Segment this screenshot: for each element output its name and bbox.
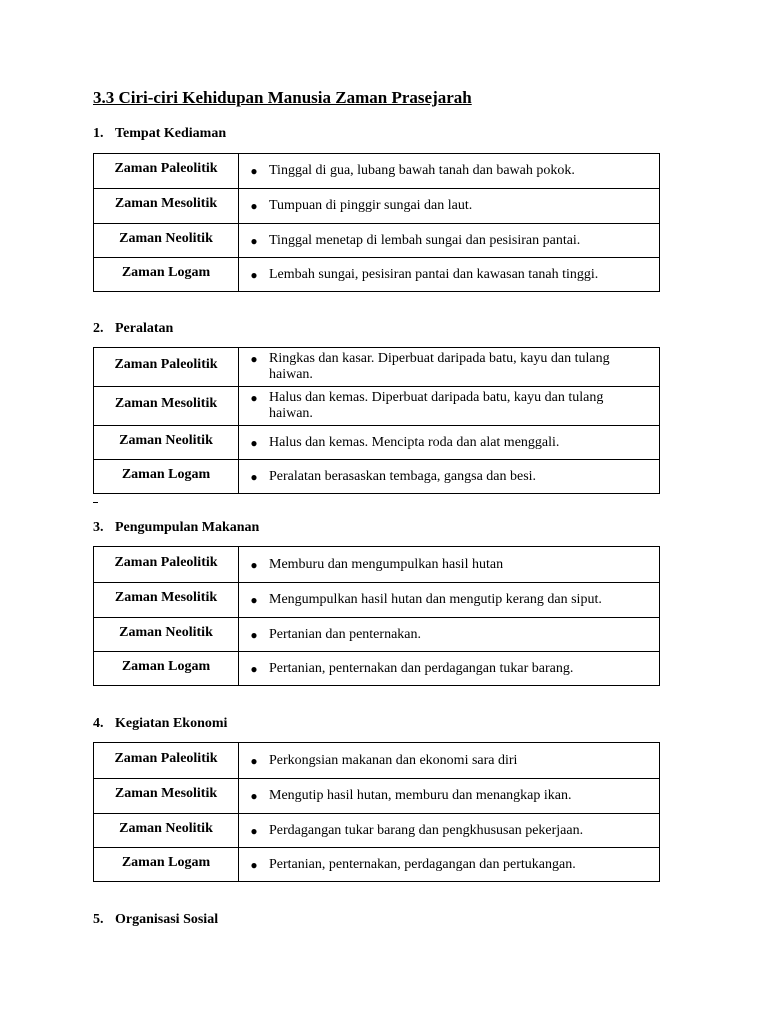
table-row — [94, 652, 660, 686]
description-cell: ● Tumpuan di pinggir sungai dan laut. — [239, 189, 660, 224]
table-tempat-kediaman — [93, 153, 660, 292]
bullet-icon: ● — [250, 199, 258, 213]
bullet-icon: ● — [250, 557, 258, 572]
table-row — [94, 154, 660, 189]
table-row — [94, 224, 660, 258]
description-cell: ● Lembah sungai, pesisiran pantai dan kawasan tanah tinggi. — [239, 258, 660, 292]
bullet-icon: ● — [250, 352, 258, 366]
stray-mark — [93, 502, 98, 503]
bullet-icon: ● — [250, 593, 258, 607]
era-cell: Zaman Paleolitik — [94, 348, 239, 387]
table-pengumpulan-makanan — [93, 546, 660, 686]
era-cell: Zaman Mesolitik — [94, 189, 239, 224]
section-heading-peralatan — [93, 321, 173, 337]
table-row — [94, 743, 660, 779]
description-cell: ● Mengumpulkan hasil hutan dan mengutip kerang dan siput. — [239, 583, 660, 618]
table-row — [94, 258, 660, 292]
table-row — [94, 387, 660, 426]
bullet-icon: ● — [250, 391, 258, 405]
bullet-icon: ● — [250, 661, 258, 676]
section-title: Organisasi Sosial — [115, 912, 219, 927]
description-cell: ● Pertanian, penternakan dan perdagangan tukar barang. — [239, 652, 660, 686]
bullet-icon: ● — [250, 233, 258, 248]
era-cell: Zaman Paleolitik — [94, 743, 239, 779]
section-number: 2. — [93, 321, 104, 336]
section-number: 1. — [93, 126, 104, 141]
description-cell: ● Tinggal menetap di lembah sungai dan pesisiran pantai. — [239, 224, 660, 258]
section-number: 5. — [93, 912, 104, 927]
table-row — [94, 348, 660, 387]
section-heading-organisasi-sosial — [93, 912, 218, 928]
table-row — [94, 848, 660, 882]
section-title: Peralatan — [115, 321, 174, 336]
bullet-icon: ● — [250, 753, 258, 768]
table-row — [94, 189, 660, 224]
description-cell: ● Peralatan berasaskan tembaga, gangsa dan besi. — [239, 460, 660, 494]
section-title: Kegiatan Ekonomi — [115, 716, 228, 731]
description-cell: ● Pertanian dan penternakan. — [239, 618, 660, 652]
section-number: 4. — [93, 716, 104, 731]
section-heading-tempat-kediaman — [93, 126, 226, 142]
era-cell: Zaman Mesolitik — [94, 387, 239, 426]
era-cell: Zaman Paleolitik — [94, 547, 239, 583]
table-row — [94, 814, 660, 848]
table-row — [94, 460, 660, 494]
bullet-icon: ● — [250, 435, 258, 450]
table-row — [94, 583, 660, 618]
section-heading-kegiatan-ekonomi — [93, 716, 227, 732]
era-cell: Zaman Neolitik — [94, 426, 239, 460]
description-cell: ● Halus dan kemas. Diperbuat daripada batu, kayu dan tulang haiwan. — [239, 387, 660, 426]
description-cell: ● Mengutip hasil hutan, memburu dan menangkap ikan. — [239, 779, 660, 814]
era-cell: Zaman Neolitik — [94, 224, 239, 258]
description-cell: ● Perkongsian makanan dan ekonomi sara diri — [239, 743, 660, 779]
era-cell: Zaman Logam — [94, 258, 239, 292]
description-cell: ● Perdagangan tukar barang dan pengkhususan pekerjaan. — [239, 814, 660, 848]
table-row — [94, 426, 660, 460]
section-title: Tempat Kediaman — [115, 126, 227, 141]
bullet-icon: ● — [250, 267, 258, 282]
description-cell: ● Tinggal di gua, lubang bawah tanah dan bawah pokok. — [239, 154, 660, 189]
era-cell: Zaman Logam — [94, 460, 239, 494]
table-row — [94, 547, 660, 583]
description-cell: ● Ringkas dan kasar. Diperbuat daripada batu, kayu dan tulang haiwan. — [239, 348, 660, 387]
table-row — [94, 779, 660, 814]
era-cell: Zaman Mesolitik — [94, 583, 239, 618]
bullet-icon: ● — [250, 857, 258, 872]
era-cell: Zaman Neolitik — [94, 814, 239, 848]
era-cell: Zaman Paleolitik — [94, 154, 239, 189]
era-cell: Zaman Logam — [94, 652, 239, 686]
era-cell: Zaman Neolitik — [94, 618, 239, 652]
description-cell: ● Memburu dan mengumpulkan hasil hutan — [239, 547, 660, 583]
section-number: 3. — [93, 520, 104, 535]
bullet-icon: ● — [250, 789, 258, 803]
era-cell: Zaman Mesolitik — [94, 779, 239, 814]
bullet-icon: ● — [250, 627, 258, 642]
bullet-icon: ● — [250, 469, 258, 484]
table-kegiatan-ekonomi — [93, 742, 660, 882]
description-cell: ● Halus dan kemas. Mencipta roda dan alat menggali. — [239, 426, 660, 460]
section-title: Pengumpulan Makanan — [115, 520, 260, 535]
table-row — [94, 618, 660, 652]
table-peralatan — [93, 347, 660, 494]
document-title: 3.3 Ciri-ciri Kehidupan Manusia Zaman Prasejarah — [93, 88, 472, 107]
section-heading-pengumpulan-makanan — [93, 520, 259, 536]
description-cell: ● Pertanian, penternakan, perdagangan dan pertukangan. — [239, 848, 660, 882]
bullet-icon: ● — [250, 164, 258, 178]
era-cell: Zaman Logam — [94, 848, 239, 882]
bullet-icon: ● — [250, 823, 258, 838]
